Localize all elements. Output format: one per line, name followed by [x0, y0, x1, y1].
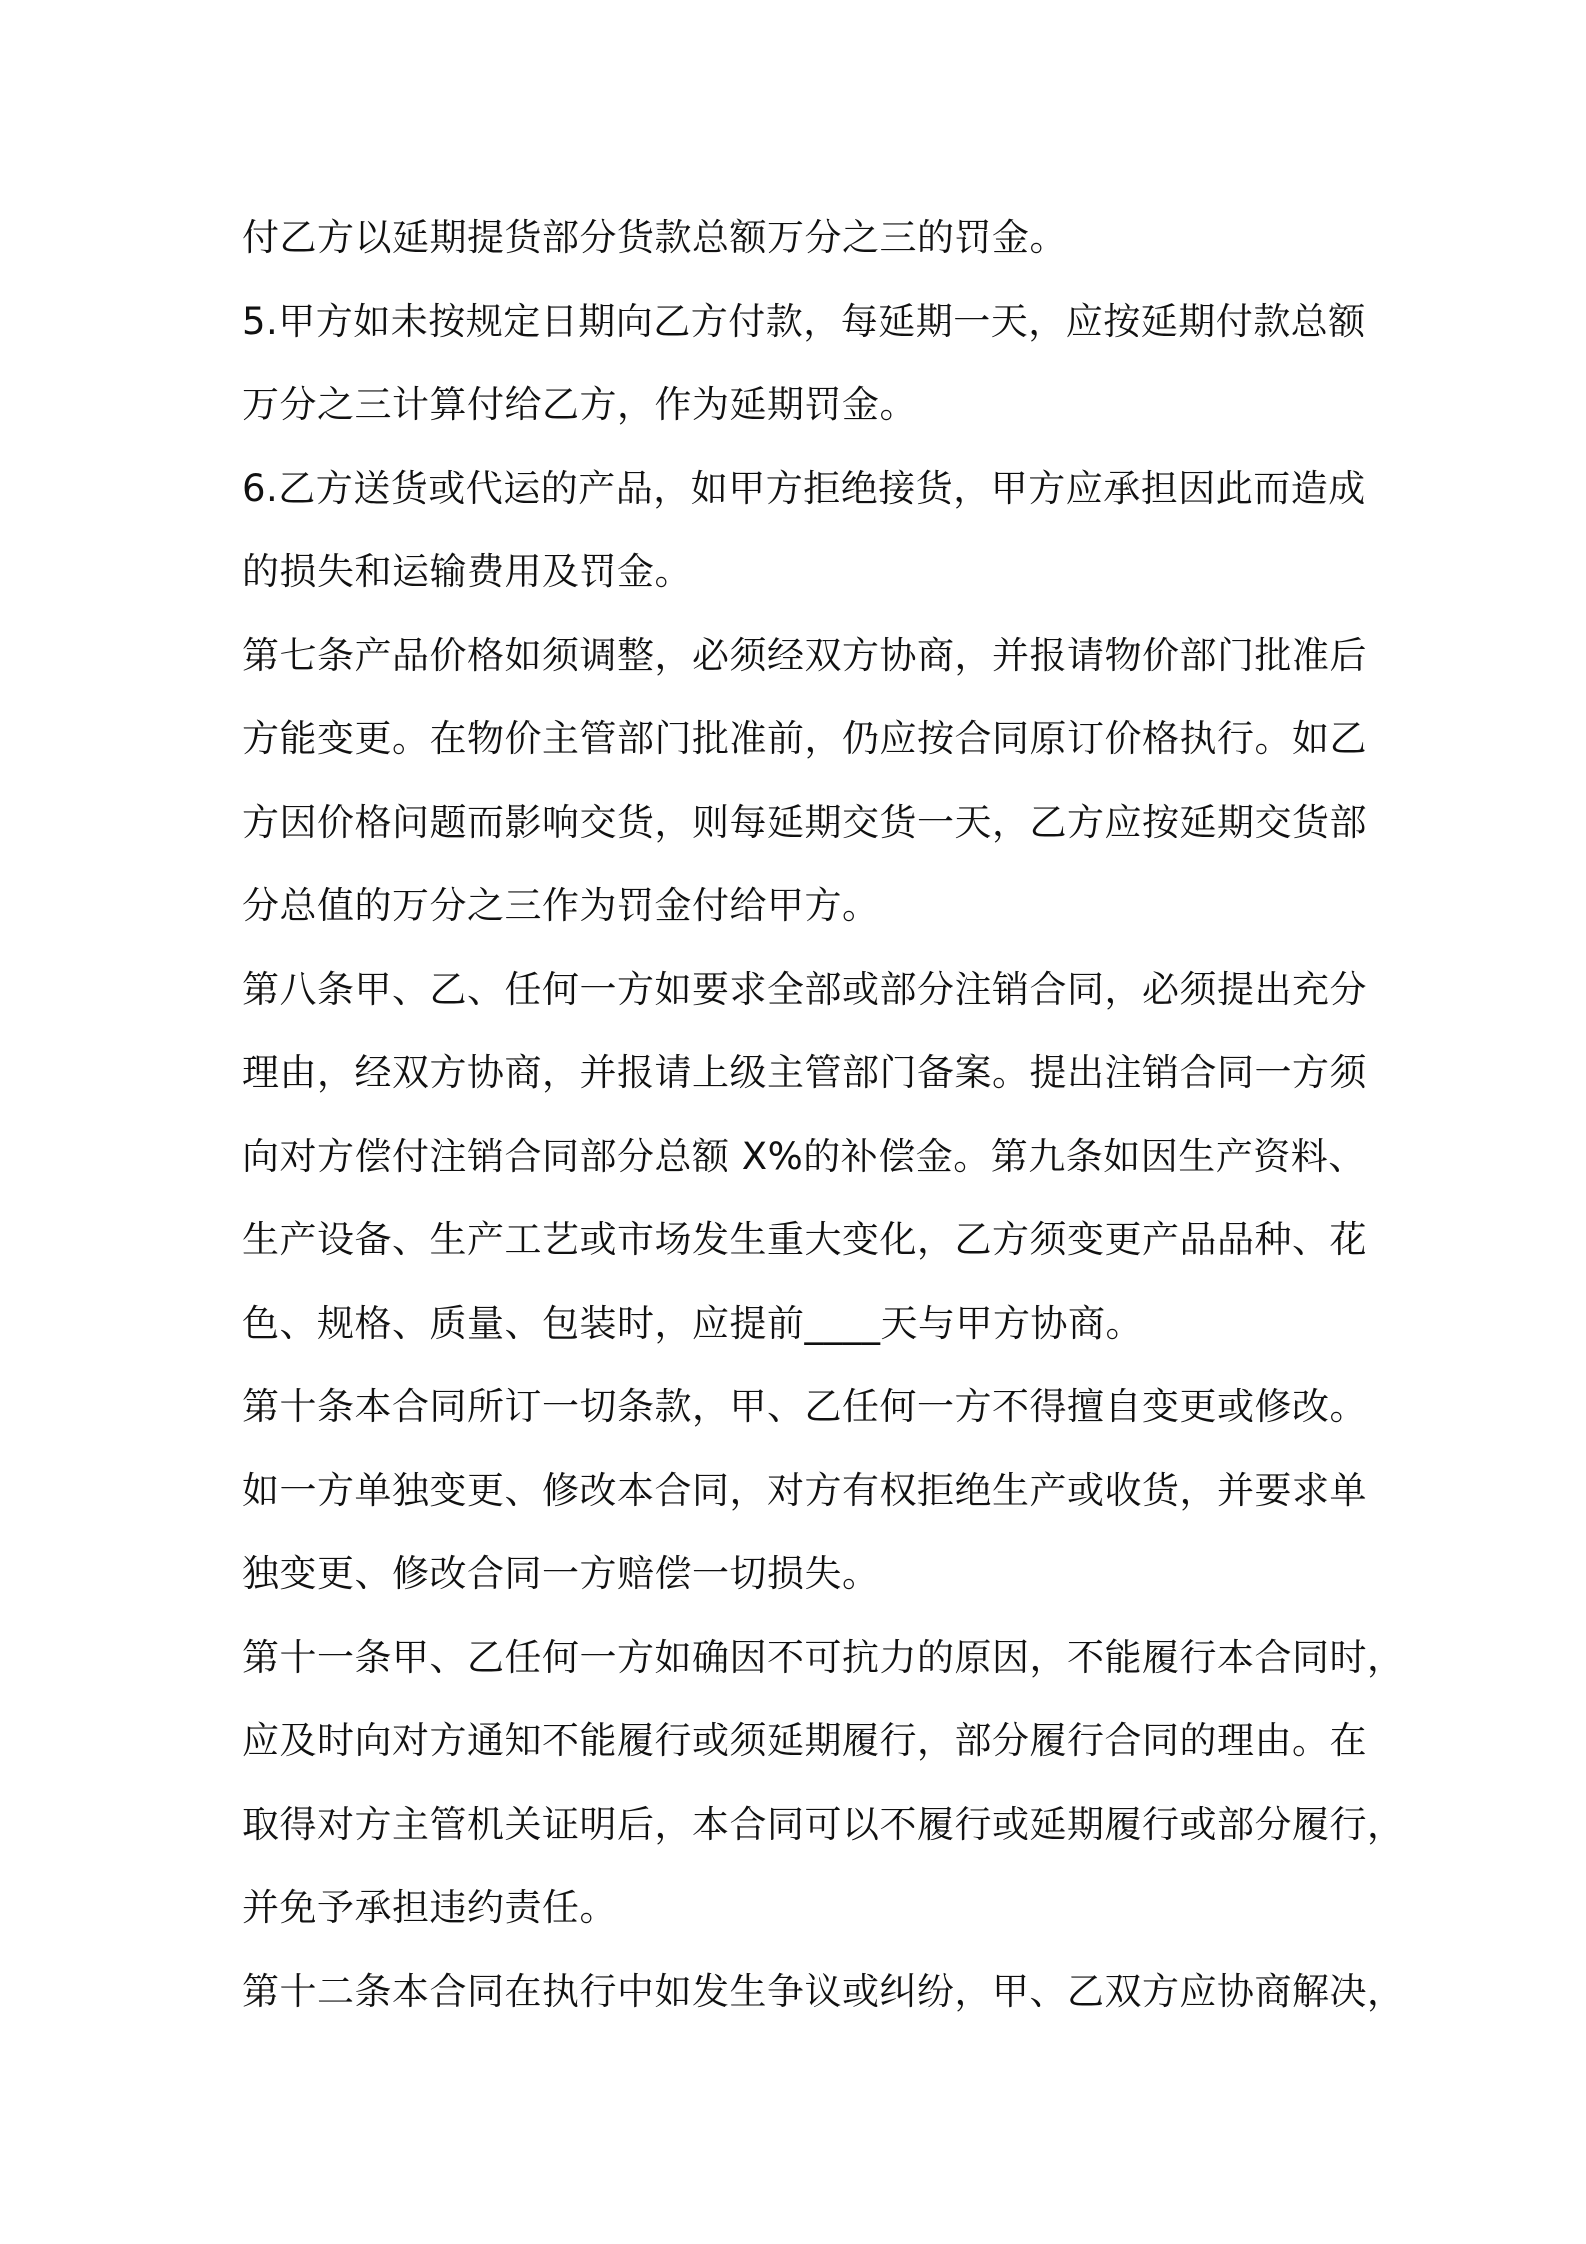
text-line: 生产设备、生产工艺或市场发生重大变化，乙方须变更产品品种、花 [242, 1218, 1367, 1261]
text-line: 向对方偿付注销合同部分总额 X%的补偿金。第九条如因生产资料、 [242, 1134, 1366, 1178]
text-line: 第八条甲、乙、任何一方如要求全部或部分注销合同，必须提出充分 [242, 967, 1367, 1011]
text-line: 色、规格、质量、包装时，应提前____天与甲方协商。 [242, 1301, 1143, 1345]
text-line: 方能变更。在物价主管部门批准前，仍应按合同原订价格执行。如乙 [242, 717, 1367, 760]
text-line: 付乙方以延期提货部分货款总额万分之三的罚金。 [242, 216, 1067, 259]
text-line: 理由，经双方协商，并报请上级主管部门备案。提出注销合同一方须 [242, 1051, 1367, 1094]
text-line: 第七条产品价格如须调整，必须经双方协商，并报请物价部门批准后 [242, 633, 1367, 677]
text-line: 万分之三计算付给乙方，作为延期罚金。 [242, 383, 917, 426]
text-line: 的损失和运输费用及罚金。 [242, 550, 692, 593]
text-line: 第十二条本合同在执行中如发生争议或纠纷，甲、乙双方应协商解决， [242, 1969, 1405, 2013]
contract-text-body [242, 196, 1405, 2033]
text-line: 并免予承担违约责任。 [242, 1886, 617, 1929]
text-line: 分总值的万分之三作为罚金付给甲方。 [242, 884, 880, 927]
text-line: 方因价格问题而影响交货，则每延期交货一天，乙方应按延期交货部 [242, 800, 1367, 844]
text-line: 6.乙方送货或代运的产品，如甲方拒绝接货，甲方应承担因此而造成 [242, 466, 1366, 510]
text-line: 应及时向对方通知不能履行或须延期履行，部分履行合同的理由。在 [242, 1719, 1367, 1762]
text-line: 5.甲方如未按规定日期向乙方付款，每延期一天，应按延期付款总额 [242, 299, 1366, 343]
text-line: 第十一条甲、乙任何一方如确因不可抗力的原因，不能履行本合同时， [242, 1635, 1405, 1679]
text-line: 第十条本合同所订一切条款，甲、乙任何一方不得擅自变更或修改。 [242, 1385, 1367, 1428]
text-line: 取得对方主管机关证明后，本合同可以不履行或延期履行或部分履行， [242, 1802, 1405, 1846]
text-line: 独变更、修改合同一方赔偿一切损失。 [242, 1552, 880, 1595]
text-line: 如一方单独变更、修改本合同，对方有权拒绝生产或收货，并要求单 [242, 1468, 1367, 1512]
